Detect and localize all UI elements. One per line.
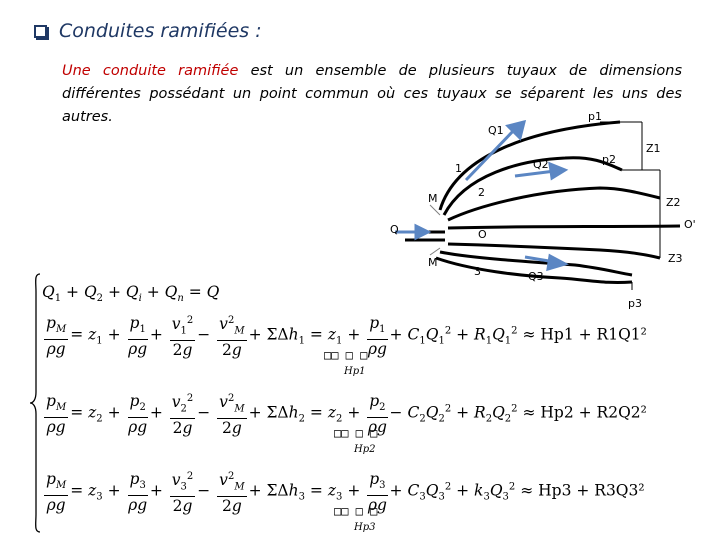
intro-text: est un ensemble de plusieurs tuyaux de dimensions différentes possédant un point commun où ces tuyaux se séparent les uns des autres. bbox=[62, 63, 682, 125]
eq3-approx: ≈ Hp3 + R3Q3² bbox=[520, 481, 645, 500]
label-o: O bbox=[478, 228, 487, 241]
label-z3: Z3 bbox=[668, 252, 683, 265]
label-p1: p1 bbox=[588, 110, 602, 123]
label-3: 3 bbox=[474, 265, 481, 278]
eq3-artifact: □□ □ □ bbox=[334, 504, 378, 518]
label-1: 1 bbox=[455, 162, 462, 175]
label-o-prime: O' bbox=[684, 218, 696, 231]
label-m-bottom: M bbox=[428, 256, 438, 269]
label-q1: Q1 bbox=[488, 124, 504, 137]
eq1-artifact: □□ □ □ bbox=[324, 348, 368, 362]
eq1-approx: ≈ Hp1 + R1Q1² bbox=[522, 325, 647, 344]
label-q: Q bbox=[390, 223, 399, 236]
label-q3: Q3 bbox=[528, 270, 544, 283]
label-p3: p3 bbox=[628, 297, 642, 310]
label-p2: p2 bbox=[602, 153, 616, 166]
m-section-marks bbox=[430, 205, 440, 255]
eq1-h-label: Hp1 bbox=[344, 366, 366, 377]
eq2-artifact: □□ □ □ bbox=[334, 426, 378, 440]
system-brace bbox=[28, 272, 42, 534]
eq2-approx: ≈ Hp2 + R2Q2² bbox=[522, 403, 647, 422]
equation-flow-sum: $Q_1 + Q_2 + Q_i + Q_n = Q$ bbox=[42, 283, 220, 305]
equation-branch-2: $\frac{p_M}{\rho g}$ = $z_2$ + $\frac{p_2}{\rho g}$ + $\frac{v_2^2}{2g}$ − $\frac{v^2_M}{2g}$ + $\Sigma\Delta h_2 = z_2$ + $\frac{p_2}{\rho g}$ − $C_2Q_2^2 + R_2Q_2^2 \approx Hp2 + R2Q2^2$ bbox=[46, 391, 647, 438]
intro-term: Une conduite ramifiée bbox=[62, 63, 239, 79]
label-z2: Z2 bbox=[666, 196, 681, 209]
eq3-h-label: Hp3 bbox=[354, 522, 376, 533]
eq2-h-label: Hp2 bbox=[354, 444, 376, 455]
label-2: 2 bbox=[478, 186, 485, 199]
section-title: Conduites ramifiées : bbox=[59, 20, 262, 42]
label-m-top: M bbox=[428, 192, 438, 205]
equation-branch-1: $\frac{p_M}{\rho g}$ = $z_1$ + $\frac{p_1}{\rho g}$ + $\frac{v_1^2}{2g}$ − $\frac{v^2_M}{2g}$ + $\Sigma\Delta h_1 = z_1$ + $\frac{p_1}{\rho g}$ + $C_1Q_1^2 + R_1Q_1^2 \approx Hp1 + R1Q1^2$ bbox=[46, 313, 647, 360]
label-z1: Z1 bbox=[646, 142, 661, 155]
equation-branch-3: $\frac{p_M}{\rho g}$ = $z_3$ + $\frac{p_3}{\rho g}$ + $\frac{v_3^2}{2g}$ − $\frac{v^2_M}{2g}$ + $\Sigma\Delta h_3 = z_3$ + $\frac{p_3}{\rho g}$ + $C_3Q_3^2 + k_3Q_3^2 \approx Hp3 + R3Q3^2$ bbox=[46, 469, 645, 516]
label-q2: Q2 bbox=[533, 158, 549, 171]
